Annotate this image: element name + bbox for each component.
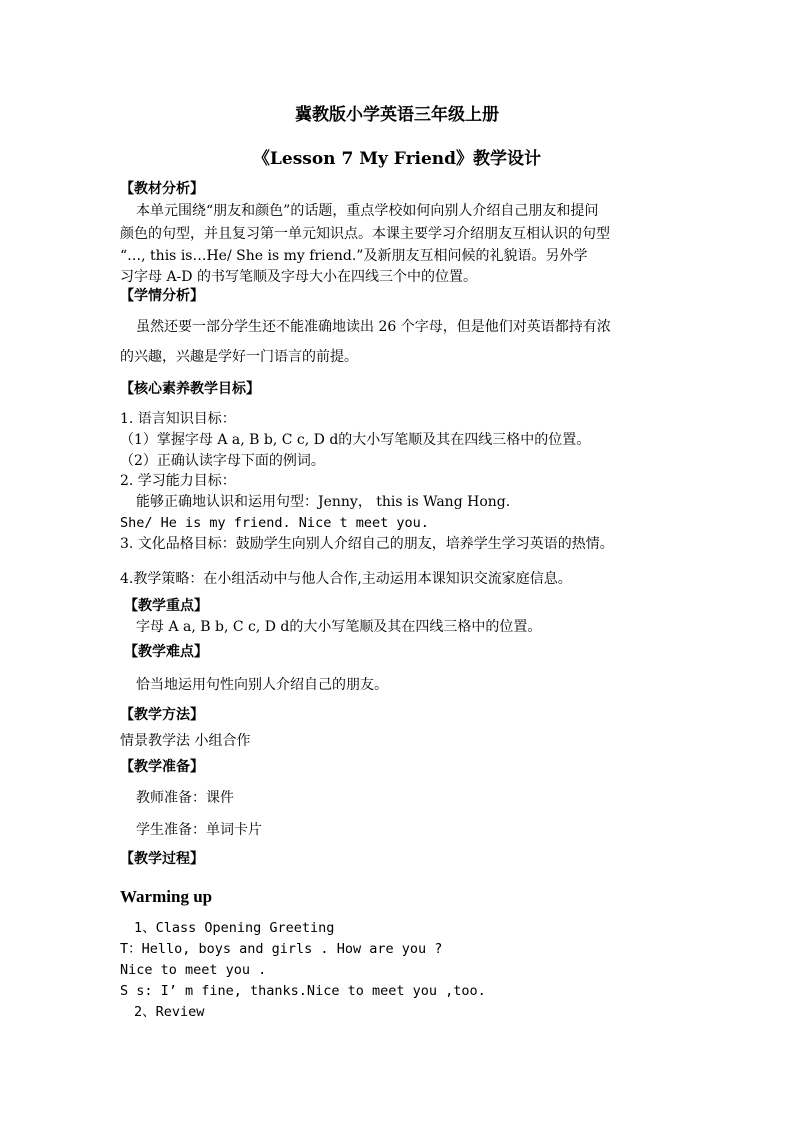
section-heading-process: 【教学过程】 <box>120 851 204 867</box>
objective-line: （1）掌握字母 A a, B b, C c, D d的大小写笔顺及其在四线三格中的位置。 <box>120 432 591 448</box>
section-heading-preparation: 【教学准备】 <box>120 759 204 775</box>
teacher-preparation: 教师准备：课件 <box>136 790 234 806</box>
process-line: 2、Review <box>134 1004 205 1020</box>
difficulties-text: 恰当地运用句性向别人介绍自己的朋友。 <box>136 677 388 693</box>
process-line: T：Hello, boys and girls . How are you ? <box>120 941 443 957</box>
document-subtitle: 《Lesson 7 My Friend》教学设计 <box>252 149 542 169</box>
section-heading-textbook-analysis: 【教材分析】 <box>120 181 204 197</box>
objective-line: She/ He is my friend. Nice t meet you. <box>120 515 429 531</box>
process-line: S s: I’ m fine, thanks.Nice to meet you ,too. <box>120 983 486 999</box>
objective-line: 4.教学策略：在小组活动中与他人合作,主动运用本课知识交流家庭信息。 <box>120 571 572 587</box>
paragraph-line: 的兴趣，兴趣是学好一门语言的前提。 <box>120 349 358 365</box>
student-preparation: 学生准备：单词卡片 <box>136 822 262 838</box>
objective-line: 能够正确地认识和运用句型：Jenny， this is Wang Hong. <box>136 494 511 510</box>
document-title: 冀教版小学英语三年级上册 <box>295 105 499 125</box>
objective-line: 1. 语言知识目标： <box>120 411 236 427</box>
objective-line: （2）正确认读字母下面的例词。 <box>120 453 325 469</box>
section-heading-key-points: 【教学重点】 <box>124 598 208 614</box>
key-points-text: 字母 A a, B b, C c, D d的大小写笔顺及其在四线三格中的位置。 <box>136 619 542 635</box>
objective-line: 3. 文化品格目标：鼓励学生向别人介绍自己的朋友，培养学生学习英语的热情。 <box>120 536 614 552</box>
section-heading-student-analysis: 【学情分析】 <box>120 288 204 304</box>
warming-up-heading: Warming up <box>120 887 213 906</box>
section-heading-objectives: 【核心素养教学目标】 <box>120 381 260 397</box>
paragraph-line: 虽然还要一部分学生还不能准确地读出 26 个字母，但是他们对英语都持有浓 <box>136 319 611 335</box>
methods-text: 情景教学法 小组合作 <box>120 733 251 749</box>
section-heading-difficulties: 【教学难点】 <box>124 644 208 660</box>
process-line: Nice to meet you . <box>120 962 267 978</box>
section-heading-methods: 【教学方法】 <box>120 707 204 723</box>
objective-line: 2. 学习能力目标： <box>120 473 236 489</box>
process-line: 1、Class Opening Greeting <box>134 920 335 936</box>
paragraph-line: 本单元围绕“朋友和颜色”的话题，重点学校如何向别人介绍自己朋友和提问 <box>136 203 599 219</box>
paragraph-line: “…, this is…He/ She is my friend.”及新朋友互相问候的礼貌语。另外学 <box>120 248 588 264</box>
paragraph-line: 颜色的句型，并且复习第一单元知识点。本课主要学习介绍朋友互相认识的句型 <box>120 226 610 242</box>
paragraph-line: 习字母 A-D 的书写笔顺及字母大小在四线三个中的位置。 <box>120 269 477 285</box>
